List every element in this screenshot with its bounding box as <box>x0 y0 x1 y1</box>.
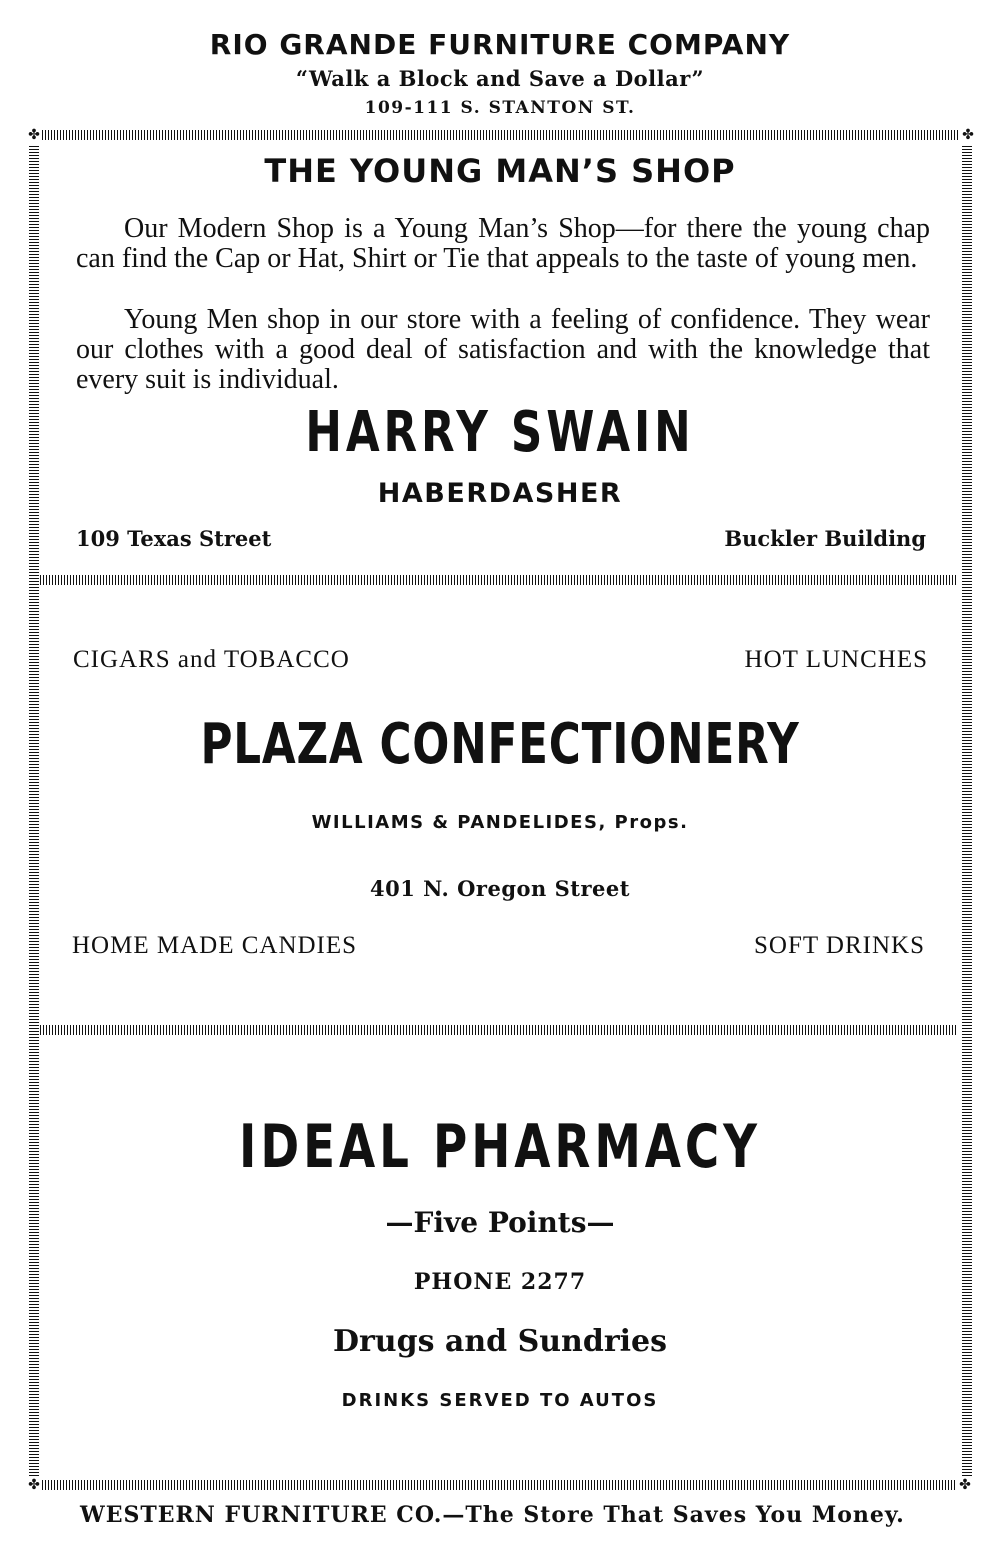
corner-ornament-icon: ✤ <box>962 127 974 143</box>
soft-drinks-label: SOFT DRINKS <box>754 932 925 959</box>
shop-heading: THE YOUNG MAN’S SHOP <box>264 152 736 190</box>
shop-paragraph-2 <box>76 305 930 395</box>
corner-ornament-icon: ✤ <box>959 1477 971 1493</box>
shop-paragraph-1-text: Our Modern Shop is a Young Man’s Shop—for there the young chap can find the Cap or Hat, Shirt or Tie that appeals to the taste of young men. <box>76 213 930 274</box>
hot-lunches-label: HOT LUNCHES <box>744 646 928 673</box>
pharmacy-service: DRINKS SERVED TO AUTOS <box>341 1390 659 1411</box>
header-company-name: RIO GRANDE FURNITURE COMPANY <box>209 28 791 61</box>
pharmacy-tagline: Drugs and Sundries <box>332 1324 668 1359</box>
plaza-confectionery-name: PLAZA CONFECTIONERY <box>200 712 800 777</box>
header-address: 109-111 S. STANTON ST. <box>364 98 636 118</box>
harry-swain-name: HARRY SWAIN <box>305 400 695 465</box>
pharmacy-location: —Five Points— <box>385 1206 615 1239</box>
plaza-proprietors: WILLIAMS & PANDELIDES, Props. <box>311 812 689 833</box>
divider-2 <box>40 1025 958 1035</box>
top-border <box>42 130 958 140</box>
footer-western-furniture: WESTERN FURNITURE CO.—The Store That Saves You Money. <box>80 1502 905 1528</box>
corner-ornament-icon: ✤ <box>28 127 40 143</box>
header-slogan: “Walk a Block and Save a Dollar” <box>295 66 705 91</box>
plaza-address: 401 N. Oregon Street <box>370 876 630 901</box>
divider-1 <box>40 575 958 585</box>
corner-ornament-icon: ✤ <box>28 1477 40 1493</box>
haberdasher-title: HABERDASHER <box>377 478 623 509</box>
home-made-candies-label: HOME MADE CANDIES <box>72 932 358 959</box>
bottom-border <box>42 1480 956 1490</box>
shop-paragraph-1 <box>76 214 930 274</box>
ideal-pharmacy-name: IDEAL PHARMACY <box>239 1112 761 1182</box>
cigars-tobacco-label: CIGARS and TOBACCO <box>73 646 350 673</box>
swain-building: Buckler Building <box>724 526 926 551</box>
pharmacy-phone: PHONE 2277 <box>413 1269 587 1295</box>
swain-street-address: 109 Texas Street <box>76 526 272 551</box>
shop-paragraph-2-text: Young Men shop in our store with a feeling of confidence. They wear our clothes with a good deal of satisfaction and with the knowledge that every suit is individual. <box>76 304 930 395</box>
